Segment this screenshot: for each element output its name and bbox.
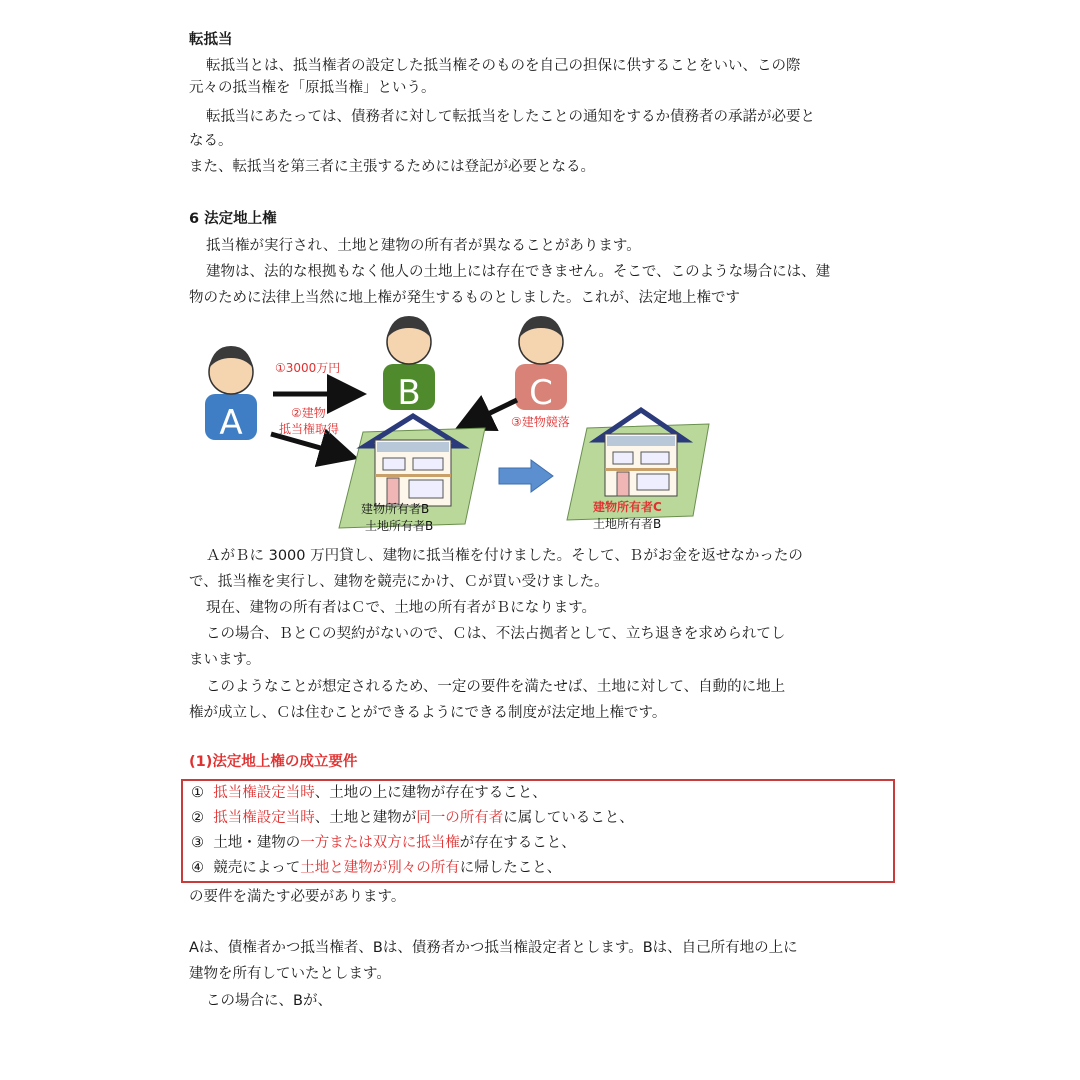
section-heading-hotei: 6 法定地上権 bbox=[189, 211, 277, 227]
paragraph-line: Aは、債権者かつ抵当権者、Bは、債務者かつ抵当権設定者とします。Bは、自己所有地の上に bbox=[189, 940, 798, 956]
person-c-label: C bbox=[529, 373, 553, 413]
person-a-label: A bbox=[219, 403, 243, 443]
paragraph-line: 建物は、法的な根拠もなく他人の土地上には存在できません。そこで、このような場合には、建 bbox=[206, 264, 831, 280]
paragraph-line: で、抵当権を実行し、建物を競売にかけ、Ｃが買い受けました。 bbox=[189, 574, 609, 590]
mortgage-arrow-icon bbox=[271, 434, 349, 456]
paragraph-line: 転抵当にあたっては、債務者に対して転抵当をしたことの通知をするか債務者の承諾が必要と bbox=[206, 109, 815, 125]
person-b-icon bbox=[383, 316, 435, 413]
paragraph-line: 建物を所有していたとします。 bbox=[189, 966, 391, 982]
arrow-label-mortgage-2: 抵当権取得 bbox=[279, 422, 340, 436]
transition-arrow-icon bbox=[499, 460, 553, 492]
left-caption-land-owner: 土地所有者B bbox=[365, 519, 434, 533]
paragraph-line: 権が成立し、Ｃは住むことができるようにできる制度が法定地上権です。 bbox=[189, 705, 667, 721]
paragraph-line: 元々の抵当権を「原抵当権」という。 bbox=[189, 80, 436, 96]
paragraph-line: ＡがＢに 3000 万円貸し、建物に抵当権を付けました。そして、Ｂがお金を返せなかったの bbox=[206, 548, 803, 564]
paragraph-line: 物のために法律上当然に地上権が発生するものとしました。これが、法定地上権です bbox=[189, 290, 740, 306]
requirements-box bbox=[181, 779, 895, 883]
requirement-item-1: ① 抵当権設定当時、土地の上に建物が存在すること、 bbox=[191, 785, 547, 801]
superficies-diagram bbox=[189, 316, 729, 538]
arrow-label-loan: ①3000万円 bbox=[275, 361, 341, 375]
requirements-footer: の要件を満たす必要があります。 bbox=[189, 889, 406, 905]
paragraph-line: また、転抵当を第三者に主張するためには登記が必要となる。 bbox=[189, 159, 595, 175]
paragraph-line: 転抵当とは、抵当権者の設定した抵当権そのものを自己の担保に供することをいい、この際 bbox=[206, 58, 801, 74]
paragraph-line: なる。 bbox=[189, 133, 233, 149]
requirement-item-3: ③ 土地・建物の一方または双方に抵当権が存在すること、 bbox=[191, 835, 576, 851]
paragraph-line: 現在、建物の所有者はＣで、土地の所有者がＢになります。 bbox=[206, 600, 597, 616]
paragraph-line: まいます。 bbox=[189, 652, 261, 668]
person-a-icon bbox=[205, 346, 257, 443]
arrow-label-mortgage-1: ②建物 bbox=[291, 406, 326, 420]
paragraph-line: このようなことが想定されるため、一定の要件を満たせば、土地に対して、自動的に地上 bbox=[206, 679, 786, 695]
left-caption-building-owner: 建物所有者B bbox=[361, 502, 430, 516]
paragraph-line: この場合、ＢとＣの契約がないので、Ｃは、不法占拠者として、立ち退きを求められてし bbox=[206, 626, 786, 642]
right-caption-building-owner: 建物所有者C bbox=[593, 500, 662, 514]
arrow-label-auction: ③建物競落 bbox=[511, 415, 570, 429]
requirement-item-2: ② 抵当権設定当時、土地と建物が同一の所有者に属していること、 bbox=[191, 810, 634, 826]
section-heading-tenteito: 転抵当 bbox=[189, 32, 233, 48]
paragraph-line: この場合に、Bが、 bbox=[206, 993, 332, 1009]
right-caption-land-owner: 土地所有者B bbox=[593, 517, 662, 531]
person-b-label: B bbox=[397, 373, 421, 413]
person-c-icon bbox=[515, 316, 567, 413]
auction-arrow-icon bbox=[463, 400, 517, 426]
requirements-heading: (1)法定地上権の成立要件 bbox=[189, 754, 358, 770]
requirement-item-4: ④ 競売によって土地と建物が別々の所有に帰したこと、 bbox=[191, 860, 562, 876]
paragraph-line: 抵当権が実行され、土地と建物の所有者が異なることがあります。 bbox=[206, 238, 641, 254]
